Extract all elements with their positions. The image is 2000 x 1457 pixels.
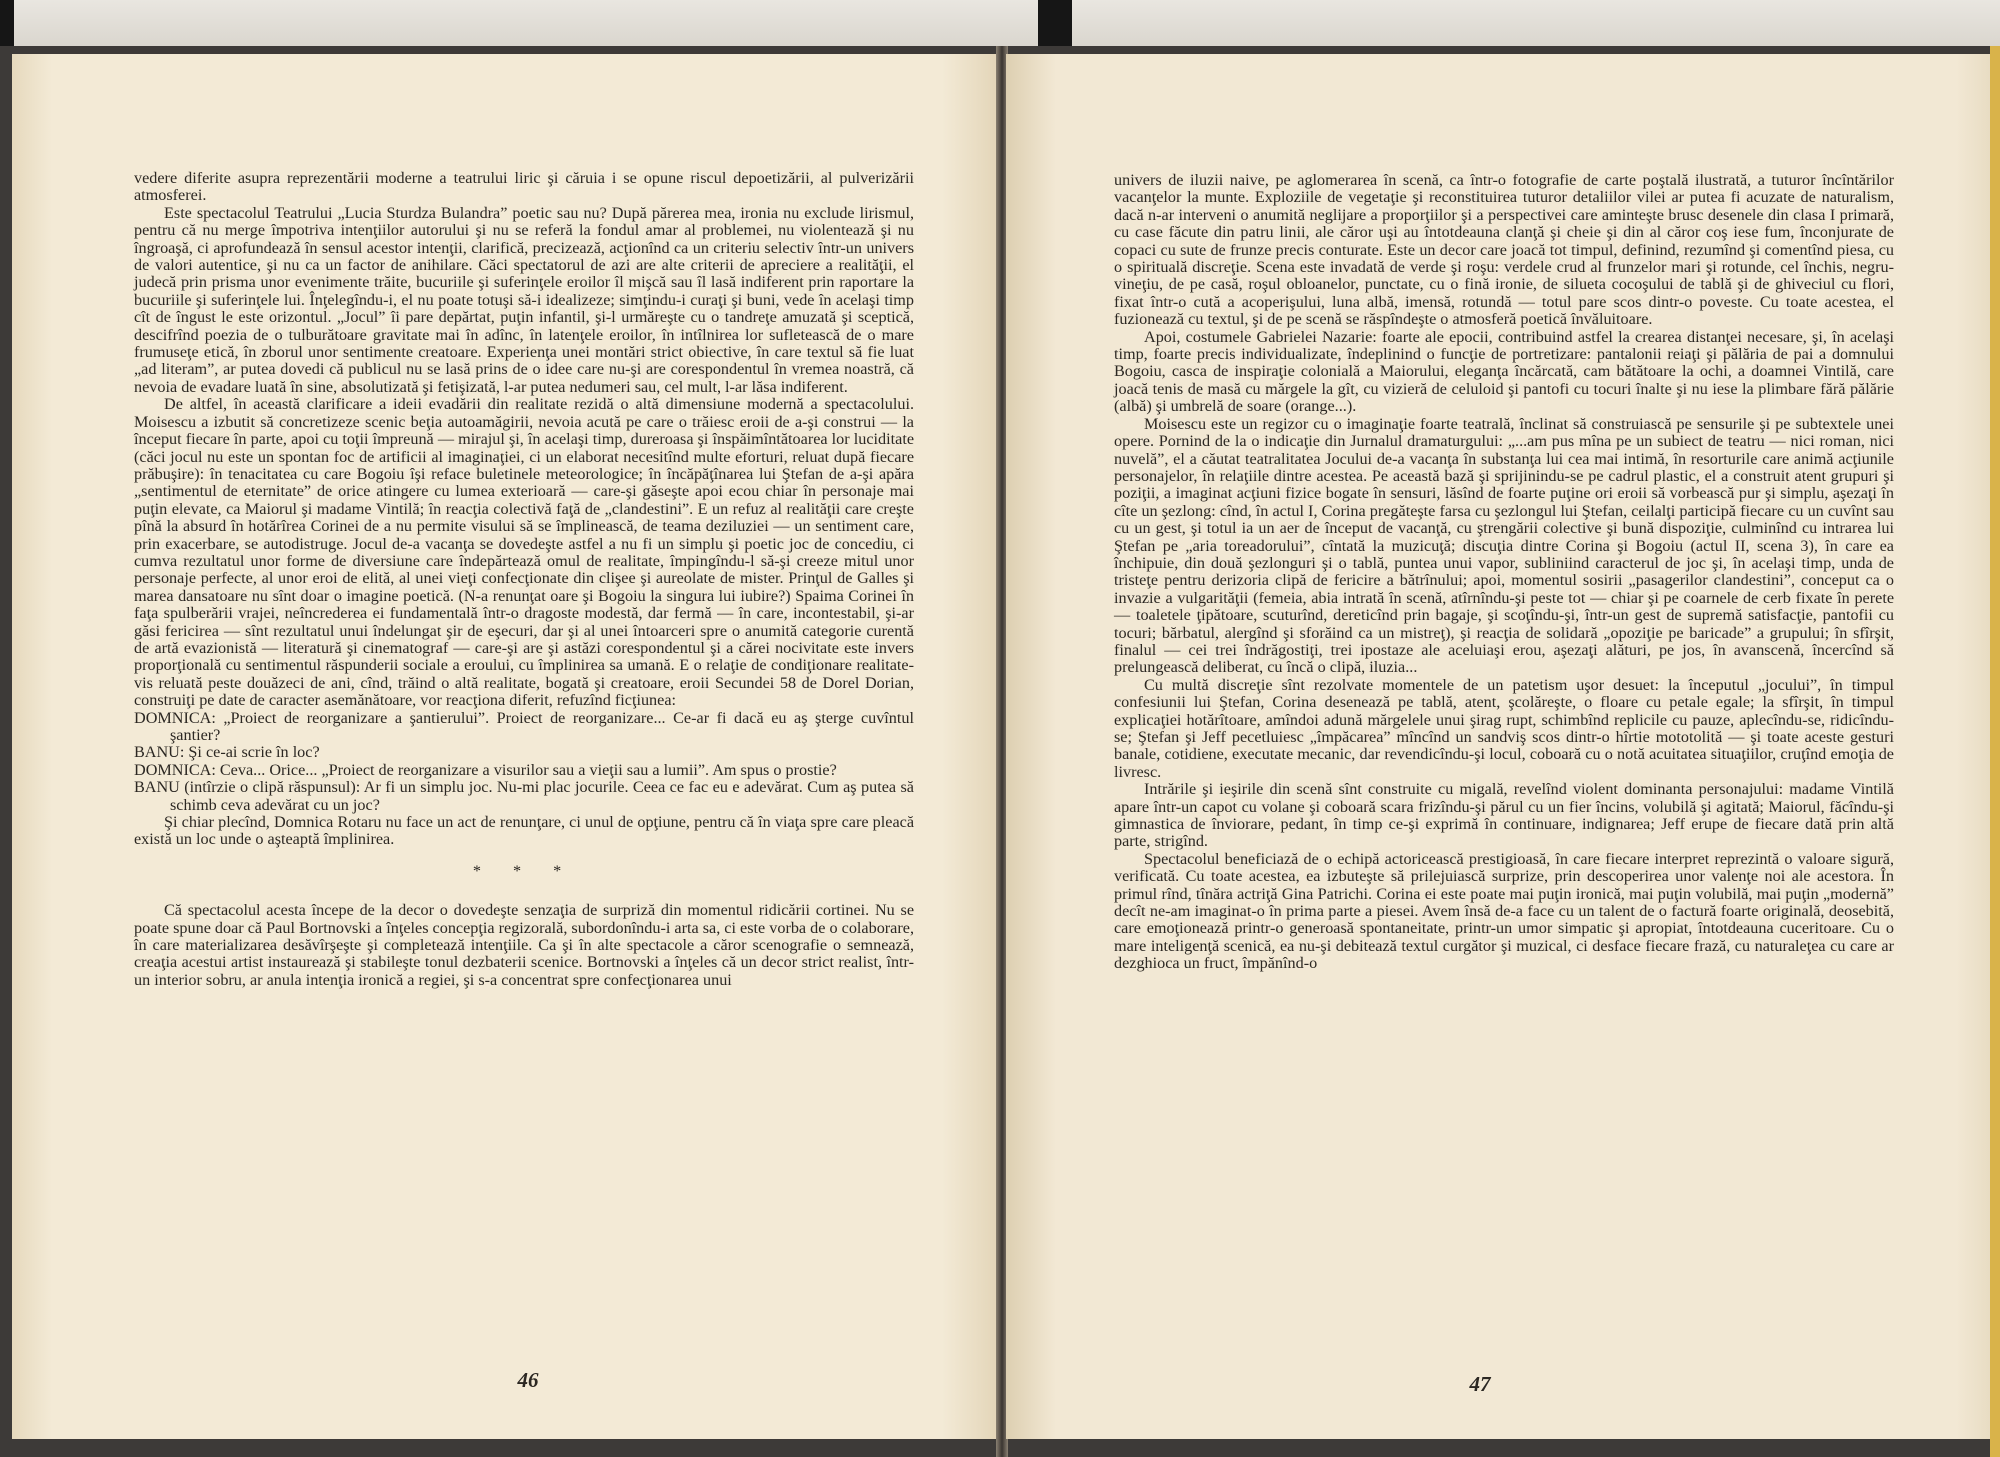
- paragraph: De altfel, în această clarificare a ideii evadării din realitate rezidă o altă dimensiune modernă a spectacolului. Moisescu a izbutit să concretizeze scenic beţia autoamăgirii, nevoia acută pe care o trăiesc eroii de a-şi construi — la început fiecare în parte, apoi cu toţii împreună — mirajul şi, în acelaşi timp, dureroasa şi înspăimîntătoarea lor luciditate (căci jocul nu este un spontan foc de artificii al imaginaţiei, ci un elaborat necesitînd multe eforturi, reluat după fiecare prăbuşire): în tenacitatea cu care Bogoiu îşi reface buletinele meteorologice; în încăpăţînarea lui Ştefan de a-şi apăra „sentimentul de eternitate” de orice atingere cu lumea exterioară — care-şi găseşte apoi ecou chiar în personaje mai puţin elevate, ca Maiorul şi madame Vintilă; în reacţia colectivă faţă de „clandestini”. E un refuz al realităţii care creşte pînă la absurd în hotărîrea Corinei de a nu permite visului să se împlinească, de teama deziluziei — un sentiment care, prin exacerbare, se autodistruge. Jocul de-a vacanţa se dovedeşte astfel a nu fi un simplu şi poetic joc de concediu, ci cumva rezultatul unor forme de diversiune care îndepărtează omul de realitate, împingîndu-l să-şi creeze mitul unor personaje perfecte, al unor eroi de elită, al unei vieţi confecţionate din clişee şi aureolate de mister. Prinţul de Galles şi marea dansatoare nu sînt doar o imagine poetică. (N-a renunţat oare şi Bogoiu la singura lui iubire?) Spaima Corinei în faţa spulberării vrajei, neîncrederea ei fundamentală într-o dragoste modestă, dar fermă — în care, incontestabil, şi-ar găsi fericirea — sînt rezultatul unui îndelungat şir de eşecuri, dar şi al unei întoarceri spre o anumită categorie curentă de artă evazionistă — literatură şi cinematograf — care-şi are şi astăzi corespondentul şi a cărei nocivitate este invers proporţională cu sentimentul răspunderii sociale a eroului, cu împlinirea sa umană. E o relaţie de condiţionare realitate-vis reluată peste douăzeci de ani, cînd, trăind o altă realitate, bogată şi creatoare, eroii Secundei 58 de Dorel Dorian, construiţi pe date de caracter asemănătoare, vor reacţiona diferit, refuzînd ficţiunea:: [134, 395, 914, 710]
- dialogue-line: BANU: Şi ce-ai scrie în loc?: [134, 743, 320, 762]
- left-page: [12, 54, 998, 1439]
- right-page-text-column: [1114, 172, 1894, 973]
- paragraph: Moisescu este un regizor cu o imaginaţie foarte teatrală, înclinat să construiască pe sensurile şi pe subtextele unei opere. Pornind de la o indicaţie din Jurnalul dramaturgului: „...am pus mîna pe un subiect de teatru — nici roman, nici nuvelă”, el a căutat teatralitatea Jocului de-a vacanţa în substanţa lui cea mai intimă, în resorturile care animă acţiunile personajelor, în relaţiile dintre acestea. Pe această bază şi sprijinindu-se pe cadrul plastic, el a construit atent grupuri şi poziţii, a imaginat acţiuni fizice bogate în sensuri, lăsînd de foarte puţine ori eroii să vorbească pur şi simplu, aşezaţi în cîte un şezlong: cînd, în actul I, Corina pregăteşte farsa cu şezlongul lui Ştefan, ceilalţi participă fiecare cu un cuvînt sau cu un gest, şi totul ia un aer de început de vacanţă, cu ştrengării colective şi bună dispoziţie, culminînd cu intrarea lui Ştefan pe „aria toreadorului”, cîntată la muzicuţă; discuţia dintre Corina şi Bogoiu (actul II, scena 3), în care ea închipuie, din două şezlonguri şi o tablă, puntea unui vapor, subliniind caracterul de joc şi, în acelaşi timp, unda de tristeţe pentru derizoria clipă de fericire a bătrînului; apoi, momentul sosirii „pasagerilor clandestini”, conceput ca o invazie a vulgarităţii (femeia, abia intrată în scenă, atîrnîndu-şi peste tot — chiar şi pe coarnele de cerb fixate în perete — toaletele ţipătoare, scuturînd, dereticînd prin bagaje, şi scoţîndu-şi, într-un gest de supremă satisfacţie, pantofii cu tocuri; bărbatul, alergînd şi sforăind ca un mistreţ), şi reacţia de solidară „opoziţie pe baricade” a grupului; în sfîrşit, finalul — cei trei îndrăgostiţi, trei ipostaze ale aceluiaşi erou, aşezaţi alături, pe jos, în avanscenă, încercînd să prelungească deliberat, cu încă o clipă, iluzia...: [1114, 414, 1894, 677]
- right-page: [1006, 54, 1990, 1439]
- paragraph: Apoi, costumele Gabrielei Nazarie: foarte ale epocii, contribuind astfel la crearea distanţei necesare, şi, în acelaşi timp, foarte precis individualizate, îndeplinind o funcţie de portretizare: pantalonii reiaţi şi pălăria de pai a domnului Bogoiu, casca de inspiraţie colonială a Maiorului, eleganţa încărcată, cam bătătoare la ochi, a doamnei Vintilă, care joacă tenis de masă cu mărgele la gît, cu vizieră de celuloid şi pantofi cu tocuri înalte şi nu iese la plimbare fără pălărie (albă) şi umbrelă de soare (orange...).: [1114, 327, 1894, 416]
- paragraph: Şi chiar plecînd, Domnica Rotaru nu face un act de renunţare, ci unul de opţiune, pentru că în viaţa spre care pleacă există un loc unde o aşteaptă împlinirea.: [134, 813, 914, 849]
- black-scan-marker: [1038, 0, 1072, 46]
- dialogue-line: DOMNICA: Ceva... Orice... „Proiect de reorganizare a visurilor sau a vieţii sau a lumii”. Am spus o prostie?: [134, 760, 837, 779]
- paragraph: vedere diferite asupra reprezentării moderne a teatrului liric şi căruia i se opune riscul depoetizării, al pulverizării atmosferei.: [134, 169, 914, 205]
- left-page-number: 46: [517, 1368, 539, 1392]
- left-page-text-column: [134, 170, 914, 989]
- book-cover-edge: [1990, 46, 2000, 1457]
- black-scan-marker: [0, 0, 14, 46]
- dialogue-line: BANU (intîrzie o clipă răspunsul): Ar fi un simplu joc. Nu-mi plac jocurile. Ceea ce fac eu e adevărat. Cum aş putea să schimb ceva adevărat cu un joc?: [134, 778, 914, 814]
- paragraph: univers de iluzii naive, pe aglomerarea în scenă, ca într-o fotografie de carte poştală ilustrată, a tuturor încîntărilor vacanţelor la munte. Exploziile de vegetaţie şi reconstituirea tuturor detaliilor vilei ar putea fi acuzate de naturalism, dacă n-ar interveni o anumită neglijare a proporţiilor şi a perspectivei care aminteşte brusc desenele din clasa I primară, cu case făcute din patru linii, ale căror uşi au întotdeauna clanţă şi cheie şi din al căror coş iese fum, înconjurate de copaci cu sute de frunze precis conturate. Este un decor care joacă tot timpul, definind, rezumînd şi comentînd piesa, cu o spirituală discreţie. Scena este invadată de verde şi roşu: verdele crud al frunzelor mari şi rotunde, cel închis, negru-vineţiu, de pe casă, roşul obloanelor, punctate, cu o fină ironie, de silueta cocoşului de tablă şi de ghiveciul cu flori, fixat într-o cută a acoperişului, luna albă, imensă, rotundă — totul pare scos dintr-o poveste. Cu toate acestea, el fuzionează cu textul, şi de pe scenă se răspîndeşte o atmosferă poetică învăluitoare.: [1114, 171, 1894, 329]
- paragraph: Intrările şi ieşirile din scenă sînt construite cu migală, revelînd violent dominanta personajului: madame Vintilă apare într-un capot cu volane şi coboară scara frizîndu-şi părul cu un fier încins, volubilă şi agitată; Maiorul, făcîndu-şi gimnastica de înviorare, pedant, în timp ce-şi exprimă în continuare, indignarea; Jeff erupe de fiecare dată prin altă parte, strigînd.: [1114, 780, 1894, 851]
- dialogue-line: DOMNICA: „Proiect de reorganizare a şantierului”. Proiect de reorganizare... Ce-ar fi dacă eu aş şterge cuvîntul şantier?: [134, 708, 914, 744]
- paragraph: Cu multă discreţie sînt rezolvate momentele de un patetism uşor desuet: la începutul „jocului”, în timpul confesiunii lui Ştefan, Corina desenează pe tablă, atent, şcolăreşte, o floare cu petale egale; la sfîrşit, în timpul explicaţiei hotărîtoare, amîndoi adună mărgelele unui şirag rupt, schimbînd replicile cu pauze, aplecîndu-se, ridicîndu-se; Ştefan şi Jeff pecetluiesc „împăcarea” mîncînd un sandviş scos dintr-o hîrtie mototolită — şi toate aceste gesturi banale, cotidiene, executate mecanic, dar revendicîndu-şi locul, coboară cu o notă acuitatea situaţiilor, cruţînd emoţia de livresc.: [1114, 675, 1894, 781]
- book-spread: [0, 46, 2000, 1457]
- paragraph: Că spectacolul acesta începe de la decor o dovedeşte senzaţia de surpriză din momentul ridicării cortinei. Nu se poate spune doar că Paul Bortnovski a înţeles concepţia regizorală, subordonîndu-i arta sa, ci este vorba de o colaborare, în care materializarea desăvîrşeşte şi completează intenţiile. Ca şi în alte spectacole a căror scenografie o semnează, creaţia acestui artist instaurează şi stabileşte tonul dezbaterii scenice. Bortnovski a înţeles că un decor strict realist, într-un interior sobru, ar anula intenţia ironică a regiei, şi s-a concentrat spre confecţionarea unui: [134, 901, 914, 989]
- paragraph: Este spectacolul Teatrului „Lucia Sturdza Bulandra” poetic sau nu? După părerea mea, ironia nu exclude lirismul, pentru că nu merge împotriva intenţiilor autorului şi nu se referă la fondul amar al problemei, nu violentează şi nu îngroaşă, ci aprofundează în sensul acestor intenţii, clarifică, precizează, acţionînd ca un criteriu selectiv într-un univers de valori autentice, şi nu ca un factor de anihilare. Căci spectatorul de azi are alte criterii de apreciere a realităţii, el judecă prin prisma unor evenimente trăite, bucuriile şi suferinţele eroilor îl mişcă sau îl lasă indiferent prin raportare la bucuriile şi suferinţele lui. Înţelegîndu-i, el nu poate totuşi să-i idealizeze; simţindu-i curaţi şi buni, vede în acelaşi timp cît de îngust le este orizontul. „Jocul” îi pare depărtat, puţin infantil, şi-l urmăreşte cu o tandreţe amuzată şi sceptică, descifrînd poezia de o tulburătoare gravitate mai în adînc, în latenţele eroilor, în intîlnirea lor sufletească de o mare frumuseţe etică, în zborul unor sentimente creatoare. Experienţa unei montări strict obiective, în care textul să fie luat „ad literam”, ar putea dovedi că publicul nu se lasă prins de o idee care nu-şi are corespondentul în vremea noastră, că nevoia de evadare luată în sine, absolutizată şi fetişizată, l-ar putea nedumeri sau, cel mult, l-ar lăsa indiferent.: [134, 203, 914, 396]
- scan-background-top: [0, 0, 2000, 52]
- right-page-number: 47: [1469, 1372, 1491, 1396]
- section-separator: * * *: [472, 861, 576, 880]
- paragraph: Spectacolul beneficiază de o echipă actoricească prestigioasă, în care fiecare interpret reprezintă o valoare sigură, verificată. Cu toate acestea, ea izbuteşte să prilejuiască surprize, prin descoperirea unor valenţe noi ale acestora. În primul rînd, tînăra actriţă Gina Patrichi. Corina ei este poate mai puţin ironică, mai puţin volubilă, mai puţin „modernă” decît ne-am imaginat-o în prima parte a piesei. Avem însă de-a face cu un talent de o factură foarte originală, deosebită, care emoţionează printr-o generoasă spontaneitate, printr-un umor simpatic şi apropiat, întotdeauna cuceritoare. Cu o mare inteligenţă scenică, ea nu-şi debitează textul curgător şi muzical, ci desface fiecare frază, cu naturaleţea cu care ar dezghioca un fruct, împănînd-o: [1114, 849, 1894, 973]
